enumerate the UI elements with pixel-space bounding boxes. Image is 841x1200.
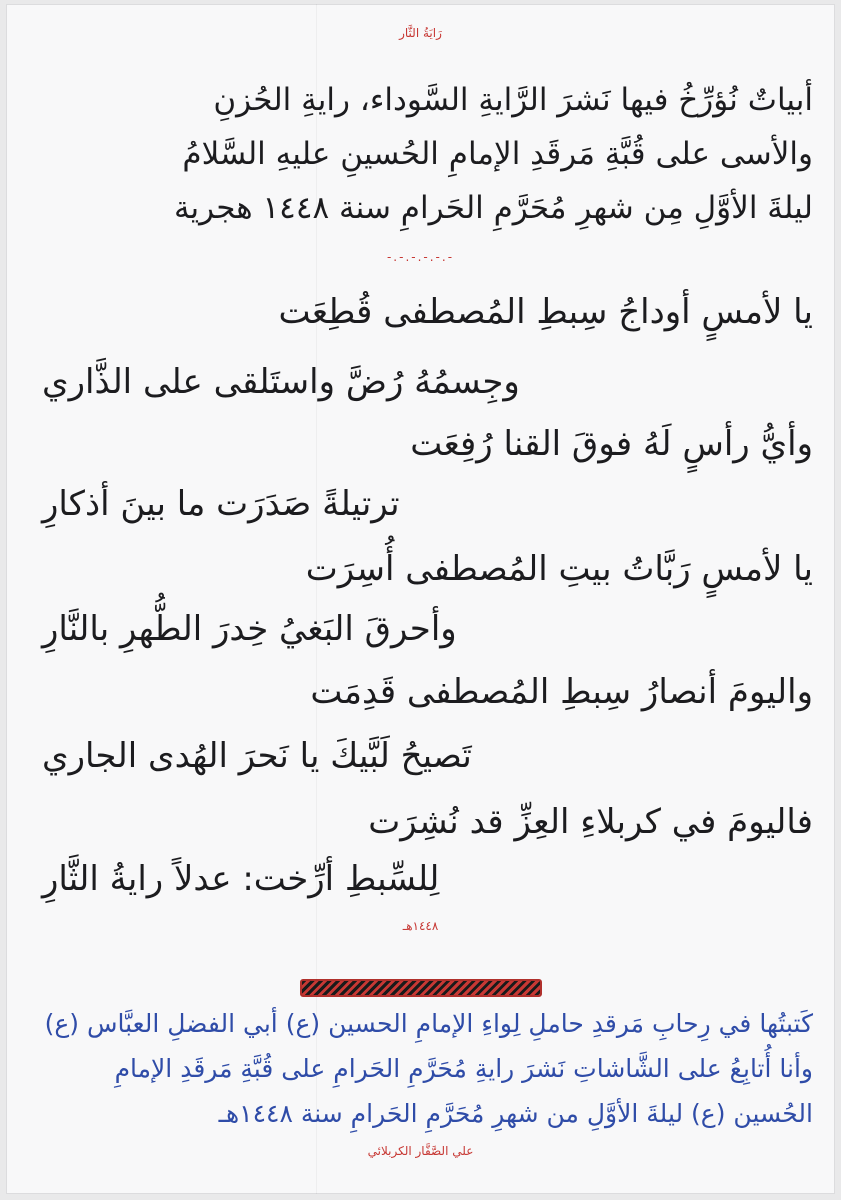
note-line-1: كَتبتُها في رِحابِ مَرقدِ حاملِ لِواءِ الإمامِ الحسين (ع) أبي الفضلِ العبَّاس (ع) (44, 1009, 813, 1038)
year-hijri: ١٤٤٨هـ (402, 919, 439, 933)
verse-line-9: فاليومَ في كربلاءِ العِزِّ قد نُشِرَت (368, 802, 813, 842)
note-line-2: وأنا أُتابِعُ على الشَّاشاتِ نَشرَ رايةِ مُحَرَّمِ الحَرامِ على قُبَّةِ مَرقَدِ الإمامِ (114, 1054, 813, 1083)
poem-title: رَايَةُ الثَّار (399, 26, 442, 40)
red-dashed-separator: -.-.-.-.-.- (386, 250, 455, 264)
verse-line-5: يا لأمسٍ رَبَّاتُ بيتِ المُصطفى أُسِرَت (305, 549, 813, 589)
hatched-divider-band (300, 979, 542, 997)
verse-line-3: وأيُّ رأسٍ لَهُ فوقَ القنا رُفِعَت (410, 424, 813, 464)
intro-line-1: أبياتٌ نُؤرِّخُ فيها نَشرَ الرَّايةِ السَّوداء، رايةِ الحُزنِ (213, 82, 813, 118)
letter-page (6, 4, 835, 1194)
verse-line-2: وجِسمُهُ رُضَّ واستَلقى على الذَّاري (42, 362, 520, 402)
verse-line-4: ترتيلةً صَدَرَت ما بينَ أذكارِ (42, 484, 400, 524)
intro-line-2: والأسى على قُبَّةِ مَرقَدِ الإمامِ الحُسينِ عليهِ السَّلامُ (182, 136, 813, 172)
verse-line-1: يا لأمسٍ أوداجُ سِبطِ المُصطفى قُطِعَت (278, 292, 813, 332)
verse-line-7: واليومَ أنصارُ سِبطِ المُصطفى قَدِمَت (310, 672, 813, 712)
intro-line-3: ليلةَ الأوَّلِ مِن شهرِ مُحَرَّمِ الحَرامِ سنة ١٤٤٨ هجرية (173, 190, 813, 226)
author-signature: علي الصَّفَّار الكربلائي (367, 1144, 474, 1158)
verse-line-6: وأحرقَ البَغيُ خِدرَ الطُّهرِ بالنَّارِ (42, 609, 457, 649)
note-line-3: الحُسين (ع) ليلةَ الأوَّلِ من شهرِ مُحَرَّمِ الحَرامِ سنة ١٤٤٨هـ (218, 1099, 813, 1128)
verse-line-10: لِلسِّبطِ أرِّخت: عدلاً رايةُ الثَّارِ (42, 859, 440, 899)
verse-line-8: تَصيحُ لَبَّيكَ يا نَحرَ الهُدى الجاري (42, 736, 472, 776)
